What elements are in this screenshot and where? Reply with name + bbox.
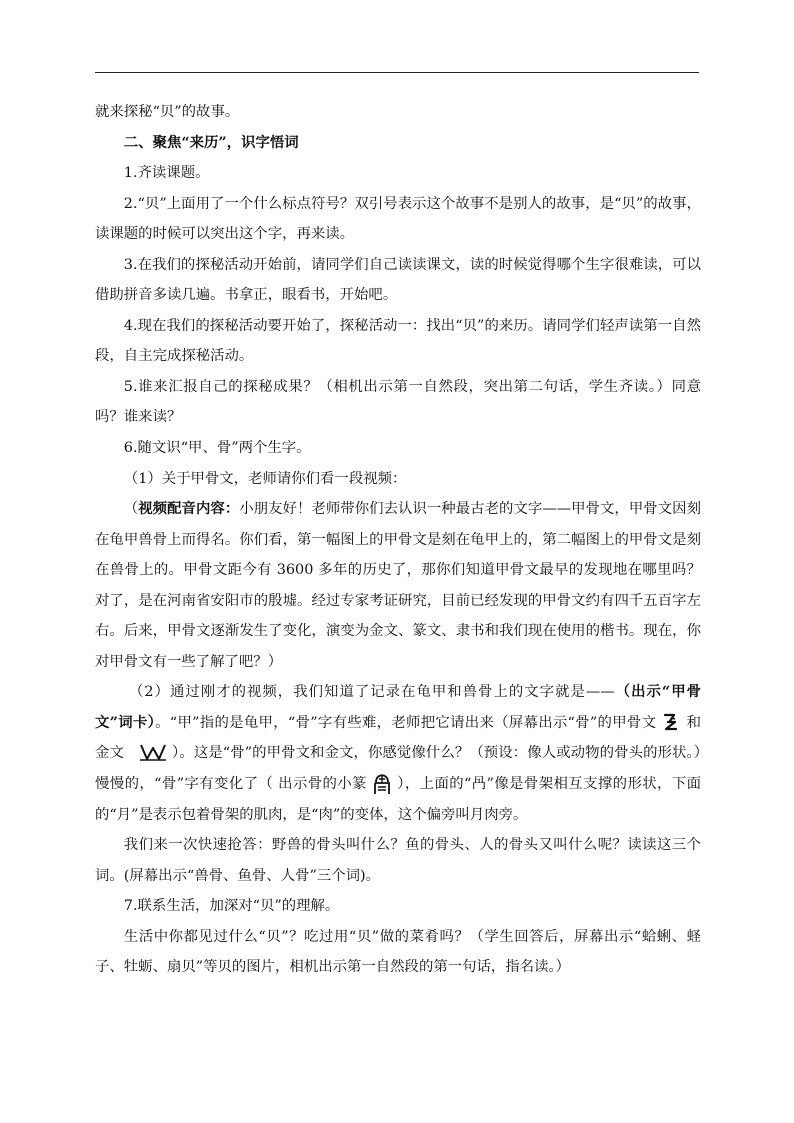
step-6-sub-1: （1）关于甲骨文，老师请你们看一段视频： xyxy=(123,470,407,487)
video-label: 视频配音内容： xyxy=(138,500,240,518)
bronze-gu-glyph-icon xyxy=(138,742,168,762)
video-text: 小朋友好！老师带你们去认识一种最古老的文字——甲骨文，甲骨文因刻在龟甲兽骨上而得名。你们看，第一幅图上的甲骨文是刻在龟甲上的，第二幅图上的甲骨文是刻在兽骨上的。甲骨文距今有 3600 多年的历史了，那你们知道甲骨文最早的发现地在哪里吗？对了，是在河南省安阳市的殷墟。经过专家考证研究，目前已经发现的甲骨文约有四千五百字左右。后来，甲骨文逐渐发生了变化，演变为金文、篆文、隶书和我们现在使用的楷书。现在，你对甲骨文有一些了解了吧？） xyxy=(95,501,701,670)
video-transcript xyxy=(95,494,701,677)
step-6: 6.随文识“甲、骨”两个生字。 xyxy=(123,440,311,457)
quick-answer-paragraph: 我们来一次快速抢答：野兽的骨头叫什么？鱼的骨头、人的骨头又叫什么呢？读读这三个词。(屏幕出示“兽骨、鱼骨、人骨”三个词)。 xyxy=(95,837,701,884)
step-5: 5.谁来汇报自己的探秘成果？（相机出示第一自然段，突出第二句话，学生齐读。）同意吗？谁来读？ xyxy=(95,378,701,426)
step-2: 2.“贝”上面用了一个什么标点符号？双引号表示这个故事不是别人的故事，是“贝”的故事，读课题的时候可以突出这个字，再来读。 xyxy=(95,195,701,243)
sub2-text-c: 和金文 xyxy=(95,714,701,762)
step-3: 3.在我们的探秘活动开始前，请同学们自己读读课文，读的时候觉得哪个生字很难读，可以借助拼音多读几遍。书拿正，眼看书，开始吧。 xyxy=(95,256,701,304)
section-heading: 二、聚焦“来历”，识字悟词 xyxy=(123,133,299,151)
step-4: 4.现在我们的探秘活动要开始了，探秘活动一：找出“贝”的来历。请同学们轻声读第一自然段，自主完成探秘活动。 xyxy=(95,317,701,365)
paragraph-intro: 就来探秘“贝”的故事。 xyxy=(95,104,240,120)
step-7-detail: 生活中你都见过什么“贝”？吃过用“贝”做的菜肴吗？（学生回答后，屏幕出示“蛤蜊、蛏子、牡蛎、扇贝”等贝的图片，相机出示第一自然段的第一句话，指名读。） xyxy=(95,928,701,976)
seal-script-gu-glyph-icon xyxy=(371,770,393,796)
sub2-text-d: ）。这是“骨”的甲骨文和金文，你感觉像什么？（预设：像人或动物的骨头的形状。）慢慢的，“骨”字有变化了（ 出示骨的小篆 xyxy=(95,745,701,793)
sub2-bold-card: （出示“甲骨文”词卡） xyxy=(95,683,701,731)
video-open-paren: （ xyxy=(123,501,139,518)
sub2-text-e: ），上面的“冎”像是骨架相互支撑的形状，下面的“月”是表示包着骨架的肌肉，是“肉”的变体，这个偏旁叫月肉旁。 xyxy=(95,776,701,823)
oracle-bone-gu-glyph-icon xyxy=(660,712,682,732)
step-1: 1.齐读课题。 xyxy=(123,165,210,182)
step-7: 7.联系生活，加深对“贝”的理解。 xyxy=(123,898,340,915)
sub2-text-b: 。“甲”指的是龟甲，“骨”字有些难，老师把它请出来（屏幕出示“骨”的甲骨文 xyxy=(155,714,657,731)
step-6-sub-2 xyxy=(95,677,701,830)
sub2-text-a: （2）通过刚才的视频，我们知道了记录在龟甲和兽骨上的文字就是—— xyxy=(129,684,615,701)
document-body xyxy=(95,97,701,983)
header-rule xyxy=(95,72,699,73)
